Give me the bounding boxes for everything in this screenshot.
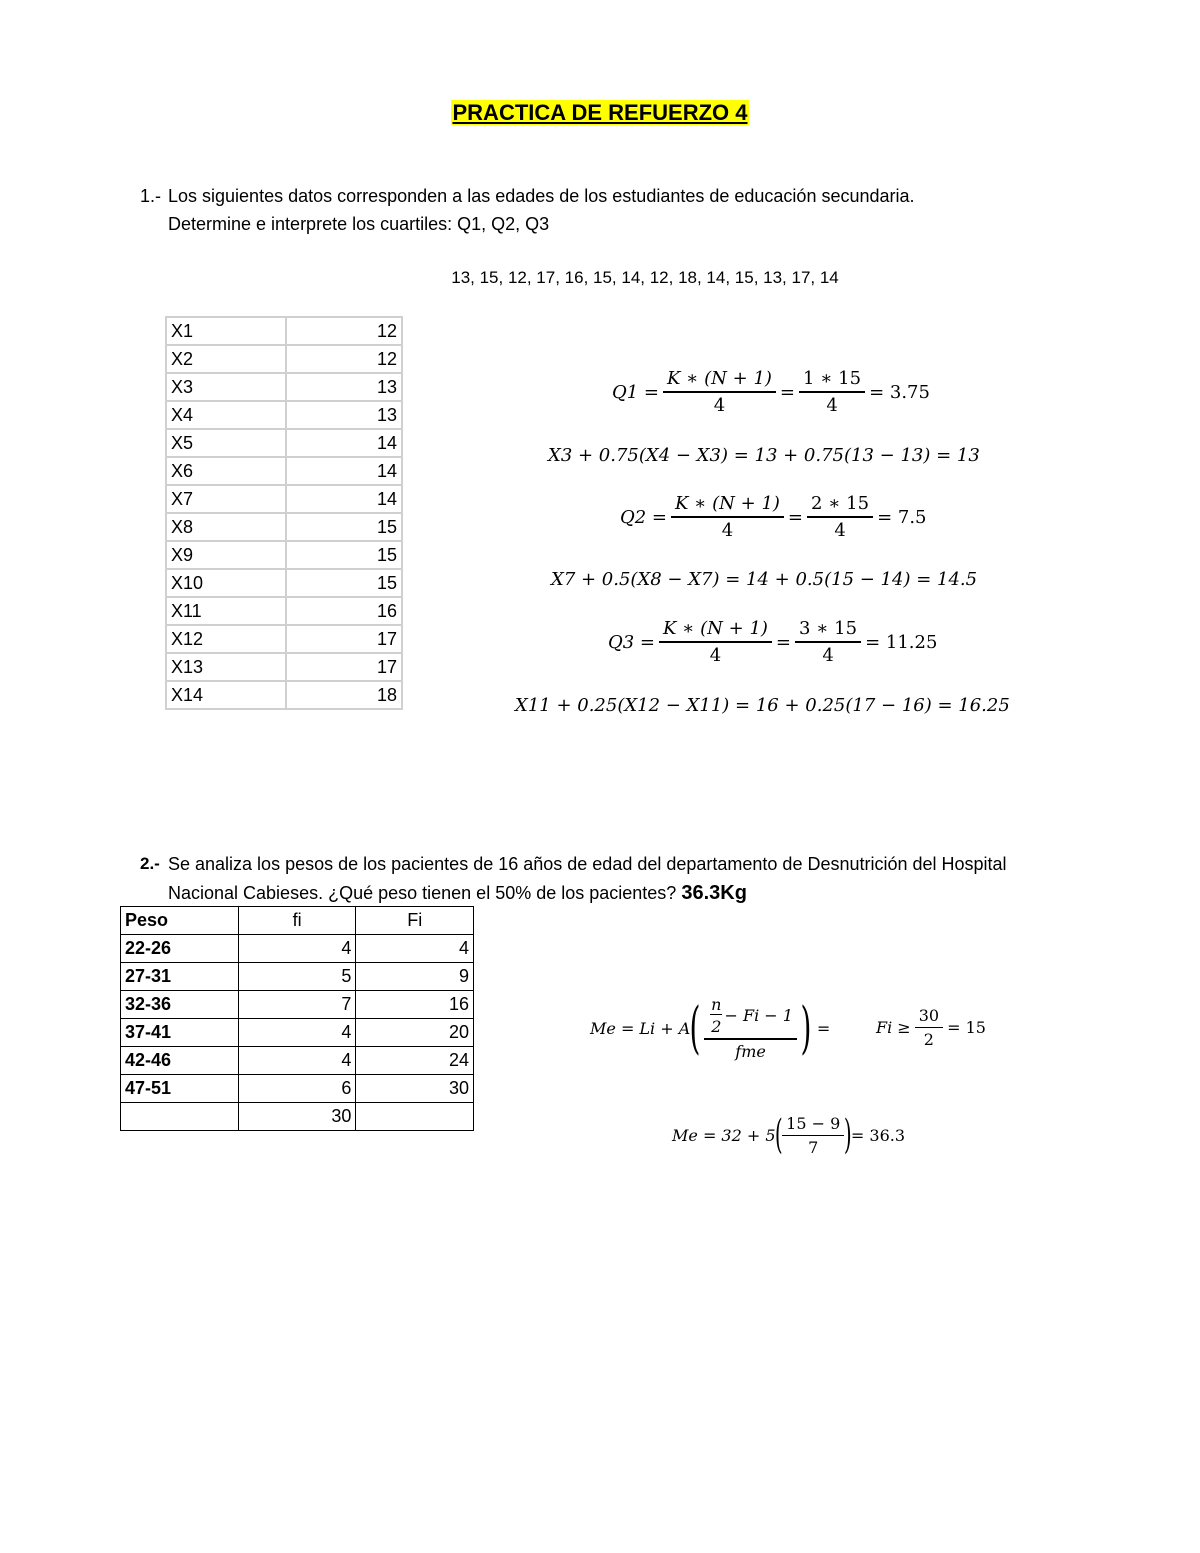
value-cell: 13	[286, 401, 402, 429]
value-cell: 12	[286, 317, 402, 345]
table-row	[166, 569, 402, 597]
q2-fraction-general	[671, 493, 784, 541]
q2-fraction-den: 4	[721, 520, 734, 541]
cumulative-frequency-cell	[356, 1103, 474, 1131]
q2-eq-sign: =	[787, 506, 804, 528]
value-cell: 18	[286, 681, 402, 709]
page-title	[0, 100, 1200, 126]
variable-cell: X2	[166, 345, 286, 373]
table-header-row	[121, 907, 474, 935]
q1-ordered-table	[165, 316, 403, 710]
n-symbol: n	[711, 995, 722, 1014]
left-paren: (	[689, 995, 701, 1061]
q1-fraction-den2: 4	[826, 395, 838, 416]
q1-fraction-num2: 1 ∗ 15	[799, 368, 865, 393]
fi-result: = 15	[947, 1018, 986, 1037]
q2-text-line2: Nacional Cabieses. ¿Qué peso tienen el 50% de los pacientes?	[168, 883, 677, 903]
variable-cell: X7	[166, 485, 286, 513]
cumulative-frequency-cell: 24	[356, 1047, 474, 1075]
median-fraction-den: fme	[735, 1042, 766, 1061]
q2-fraction-den2: 4	[834, 520, 846, 541]
q2-number: 2.-	[140, 854, 160, 873]
fi-condition	[876, 1006, 986, 1049]
q1-fraction-num: K ∗ (N + 1)	[663, 368, 776, 393]
value-cell: 15	[286, 513, 402, 541]
q3-fraction-values	[795, 618, 861, 666]
q3-formula	[608, 618, 937, 666]
table-row	[166, 429, 402, 457]
variable-cell: X1	[166, 317, 286, 345]
fi-fraction	[915, 1006, 943, 1049]
q2-formula-lhs: Q2 =	[620, 506, 668, 528]
column-header: fi	[238, 907, 356, 935]
median-calc-result: = 36.3	[850, 1125, 906, 1145]
n-over-2	[710, 995, 722, 1036]
q2-text-line2-wrap	[168, 879, 747, 907]
q3-eq-sign: =	[775, 631, 792, 653]
variable-cell: X3	[166, 373, 286, 401]
variable-cell: X13	[166, 653, 286, 681]
value-cell: 14	[286, 457, 402, 485]
q2-fraction-num2: 2 ∗ 15	[807, 493, 873, 518]
fi-condition-lhs: Fi ≥	[876, 1018, 911, 1037]
q3-fraction-den: 4	[709, 645, 722, 666]
median-calc-lhs: Me = 32 + 5	[672, 1125, 776, 1145]
q1-interpolation: X3 + 0.75(X4 − X3) = 13 + 0.75(13 − 13) = 13	[548, 445, 980, 466]
variable-cell: X4	[166, 401, 286, 429]
value-cell: 13	[286, 373, 402, 401]
table-row	[166, 317, 402, 345]
table-row	[121, 1075, 474, 1103]
class-interval-cell: 27-31	[121, 963, 239, 991]
q3-fraction-general	[659, 618, 772, 666]
q1-result: = 3.75	[869, 381, 930, 403]
q1-fraction-values	[799, 368, 865, 416]
q1-text-line2: Determine e interprete los cuartiles: Q1, Q2, Q3	[168, 214, 550, 234]
q2-fraction-num: K ∗ (N + 1)	[671, 493, 784, 518]
value-cell: 15	[286, 569, 402, 597]
q3-fraction-num: K ∗ (N + 1)	[659, 618, 772, 643]
q3-fraction-num2: 3 ∗ 15	[795, 618, 861, 643]
q2-frequency-table	[120, 906, 474, 1131]
median-fraction	[704, 995, 797, 1061]
q2-fraction-values	[807, 493, 873, 541]
variable-cell: X12	[166, 625, 286, 653]
table-row	[166, 401, 402, 429]
table-row	[121, 935, 474, 963]
q1-text-line1: Los siguientes datos corresponden a las edades de los estudiantes de educación secundaria.	[168, 186, 915, 206]
frequency-cell: 5	[238, 963, 356, 991]
table-row	[121, 963, 474, 991]
class-interval-cell	[121, 1103, 239, 1131]
variable-cell: X6	[166, 457, 286, 485]
frequency-cell: 4	[238, 1047, 356, 1075]
q3-result: = 11.25	[865, 631, 938, 653]
value-cell: 14	[286, 429, 402, 457]
table-row	[166, 457, 402, 485]
frequency-cell: 7	[238, 991, 356, 1019]
q1-formula-lhs: Q1 =	[612, 381, 660, 403]
frequency-cell: 4	[238, 935, 356, 963]
q1-fraction-general	[663, 368, 776, 416]
median-calc-num: 15 − 9	[782, 1114, 844, 1136]
class-interval-cell: 42-46	[121, 1047, 239, 1075]
median-formula-lhs: Me = Li + A	[590, 1018, 691, 1038]
variable-cell: X5	[166, 429, 286, 457]
q1-data-list: 13, 15, 12, 17, 16, 15, 14, 12, 18, 14, 15, 13, 17, 14	[451, 268, 839, 287]
variable-cell: X10	[166, 569, 286, 597]
median-eq-sign: =	[816, 1018, 831, 1038]
value-cell: 12	[286, 345, 402, 373]
median-calc-fraction	[782, 1114, 844, 1157]
variable-cell: X8	[166, 513, 286, 541]
cumulative-frequency-cell: 9	[356, 963, 474, 991]
frequency-cell: 4	[238, 1019, 356, 1047]
value-cell: 17	[286, 625, 402, 653]
table-row	[166, 597, 402, 625]
q3-formula-lhs: Q3 =	[608, 631, 656, 653]
q1-number: 1.-	[140, 186, 162, 206]
table-row	[166, 681, 402, 709]
median-calculation	[672, 1112, 905, 1158]
variable-cell: X14	[166, 681, 286, 709]
cumulative-frequency-cell: 30	[356, 1075, 474, 1103]
q3-fraction-den2: 4	[822, 645, 834, 666]
table-row	[166, 625, 402, 653]
median-fraction-num	[704, 995, 797, 1040]
variable-cell: X11	[166, 597, 286, 625]
q2-text-line1: Se analiza los pesos de los pacientes de 16 años de edad del departamento de Desnutrición del Hospital	[168, 854, 1007, 874]
median-fraction-num-rest: − Fi − 1	[724, 1006, 793, 1025]
table-row	[166, 541, 402, 569]
value-cell: 16	[286, 597, 402, 625]
cumulative-frequency-cell: 20	[356, 1019, 474, 1047]
table-row	[166, 485, 402, 513]
fi-fraction-den: 2	[923, 1030, 934, 1049]
q1-eq-sign: =	[779, 381, 796, 403]
class-interval-cell: 37-41	[121, 1019, 239, 1047]
median-calc-den: 7	[808, 1137, 819, 1157]
q2-result: = 7.5	[877, 506, 927, 528]
calc-right-paren: )	[844, 1112, 852, 1158]
column-header: Peso	[121, 907, 239, 935]
fi-fraction-num: 30	[915, 1006, 943, 1028]
table-row	[121, 991, 474, 1019]
q1-formula	[612, 368, 930, 416]
column-header: Fi	[356, 907, 474, 935]
q3-interpolation: X11 + 0.25(X12 − X11) = 16 + 0.25(17 − 16) = 16.25	[515, 695, 1010, 716]
right-paren: )	[800, 995, 812, 1061]
frequency-cell: 30	[238, 1103, 356, 1131]
table-row	[166, 653, 402, 681]
table-row	[121, 1047, 474, 1075]
class-interval-cell: 47-51	[121, 1075, 239, 1103]
q2-answer: 36.3Kg	[681, 882, 747, 904]
class-interval-cell: 32-36	[121, 991, 239, 1019]
table-row	[121, 1103, 474, 1131]
variable-cell: X9	[166, 541, 286, 569]
table-row	[166, 345, 402, 373]
q1-fraction-den: 4	[713, 395, 726, 416]
table-row	[166, 513, 402, 541]
value-cell: 15	[286, 541, 402, 569]
frequency-cell: 6	[238, 1075, 356, 1103]
class-interval-cell: 22-26	[121, 935, 239, 963]
value-cell: 17	[286, 653, 402, 681]
cumulative-frequency-cell: 16	[356, 991, 474, 1019]
value-cell: 14	[286, 485, 402, 513]
page-title-text: PRACTICA DE REFUERZO 4	[452, 100, 748, 125]
q2-formula	[620, 493, 927, 541]
table-row	[166, 373, 402, 401]
cumulative-frequency-cell: 4	[356, 935, 474, 963]
calc-left-paren: (	[774, 1112, 783, 1158]
table-row	[121, 1019, 474, 1047]
median-formula	[590, 995, 830, 1061]
two-symbol: 2	[711, 1017, 722, 1036]
q2-interpolation: X7 + 0.5(X8 − X7) = 14 + 0.5(15 − 14) = 14.5	[551, 569, 978, 590]
